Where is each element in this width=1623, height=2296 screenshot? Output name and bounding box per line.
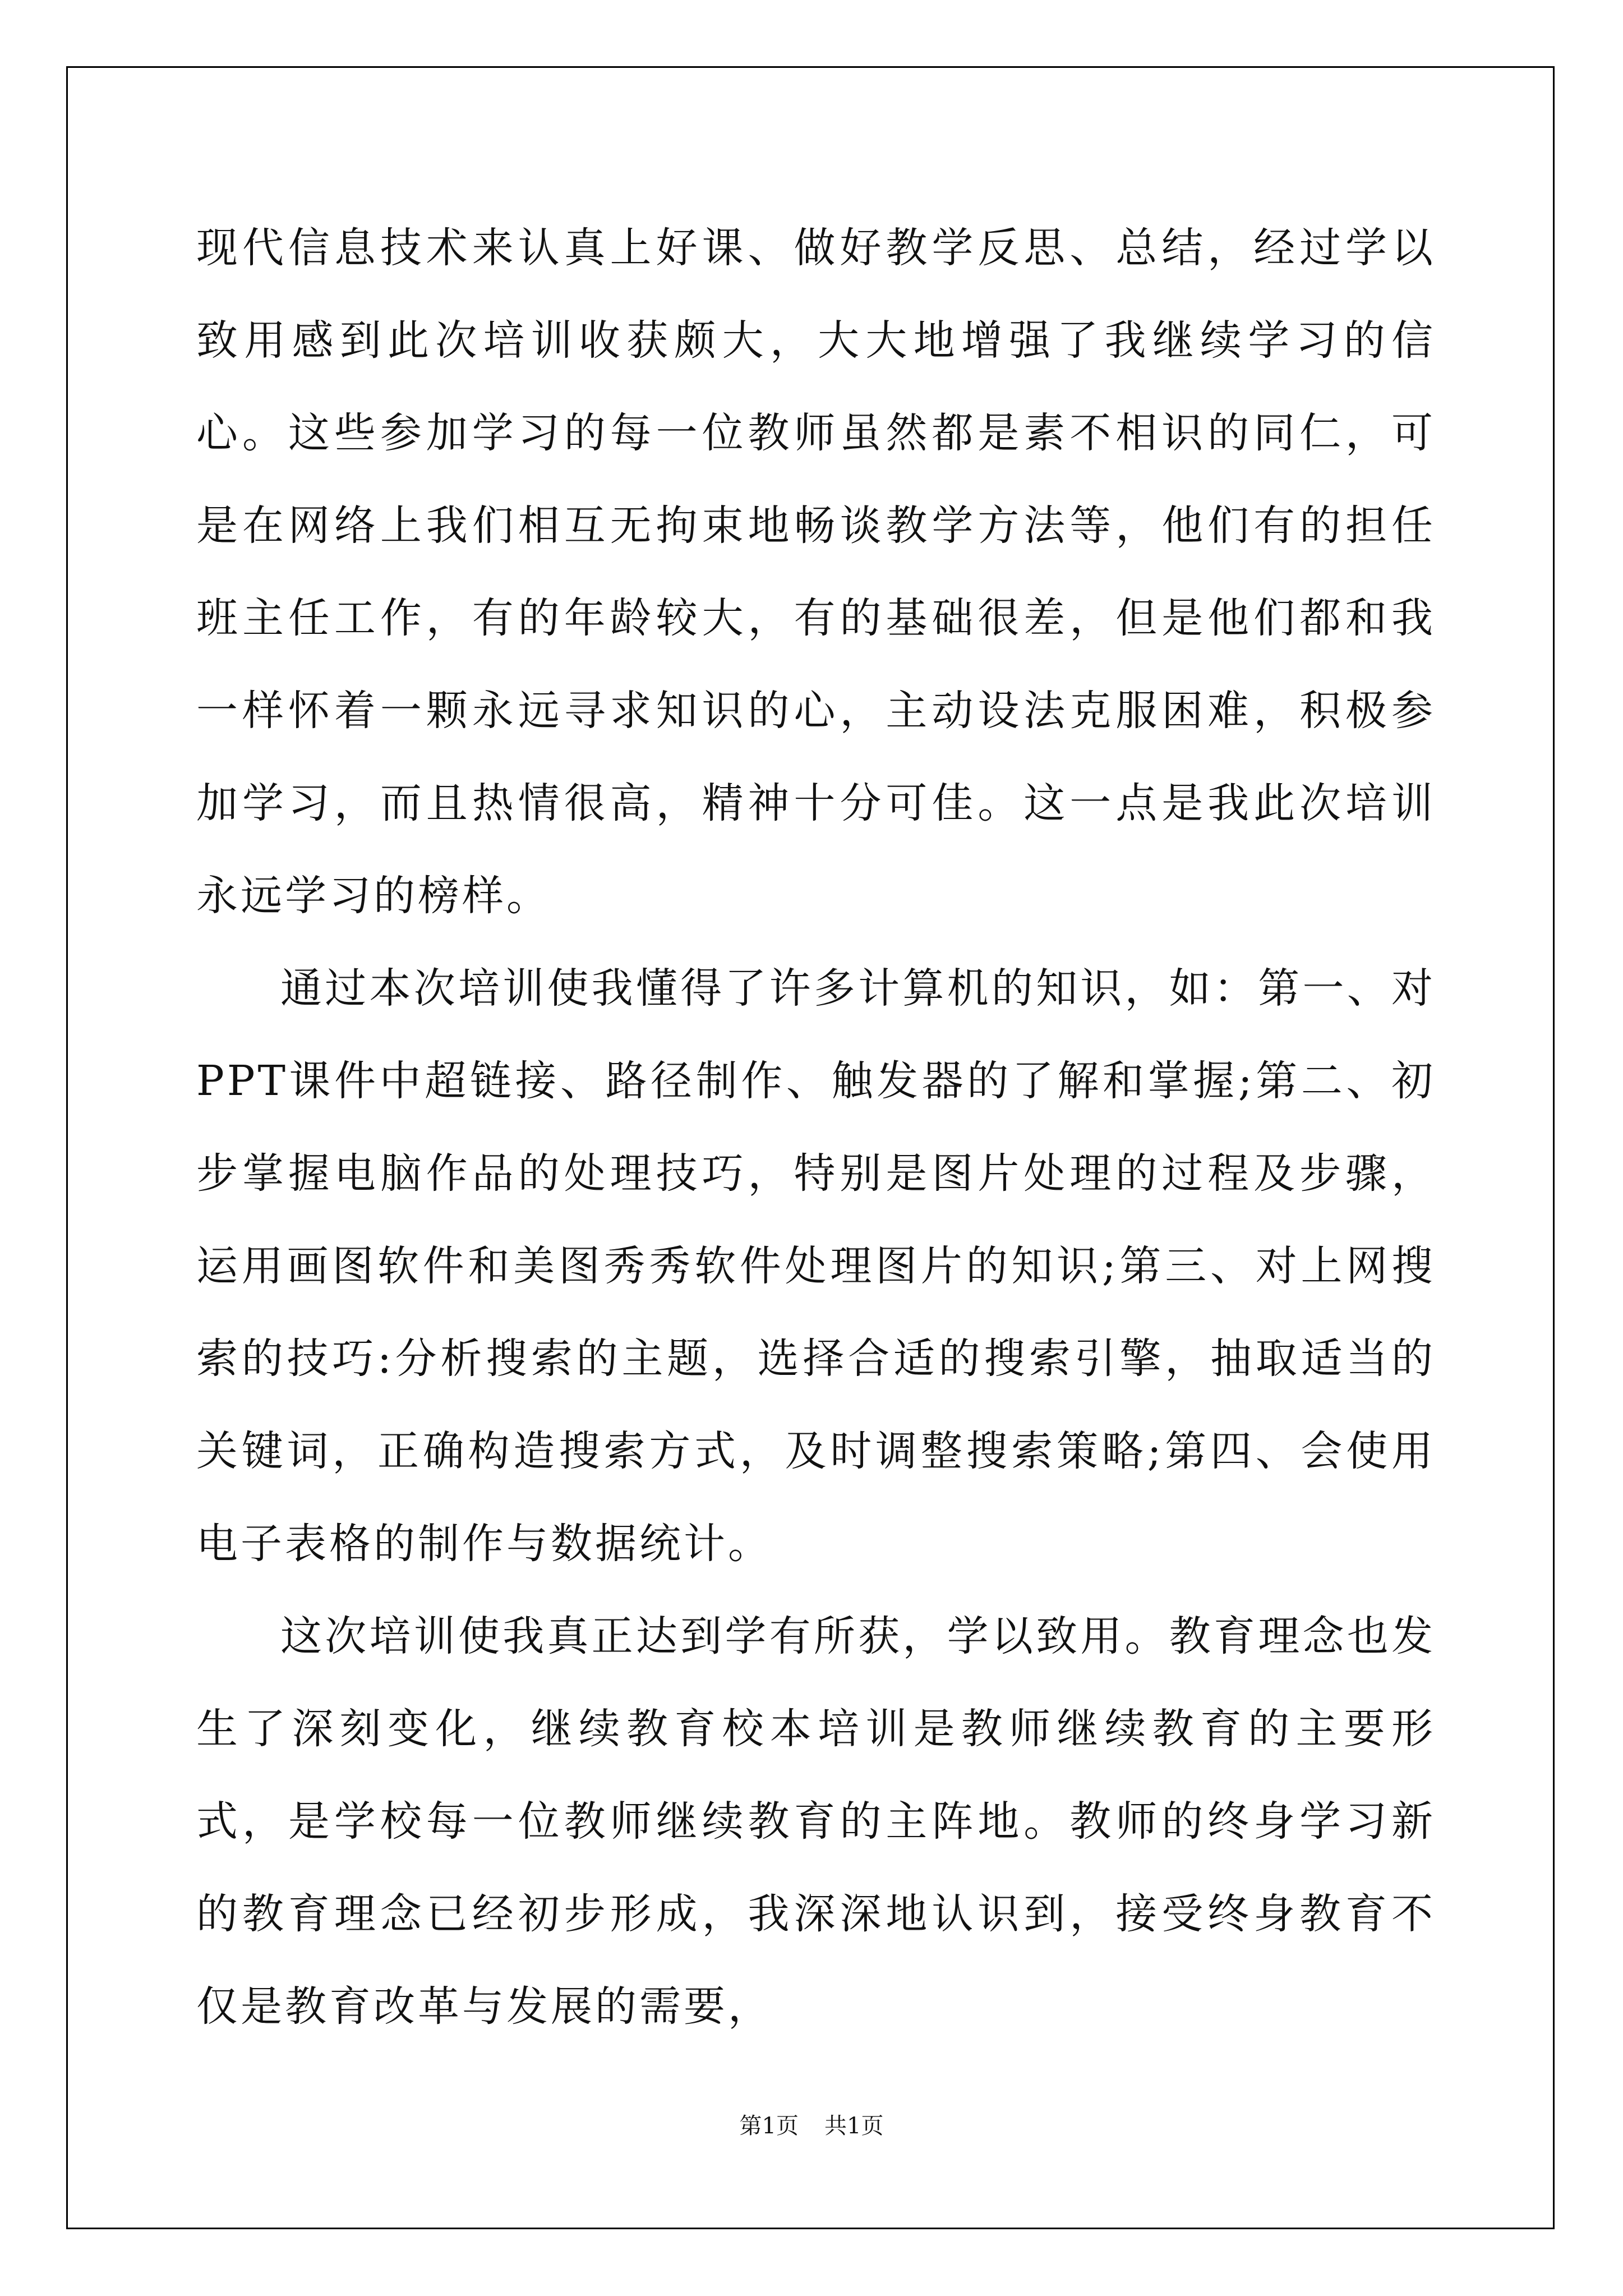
document-body (196, 202, 1436, 2053)
page-number-current: 第1页 (739, 2113, 799, 2139)
paragraph-3: 这次培训使我真正达到学有所获，学以致用。教育理念也发生了深刻变化，继续教育校本培训是教师继续教育的主要形式，是学校每一位教师继续教育的主阵地。教师的终身学习新的教育理念已经初步形成，我深深地认识到，接受终身教育不仅是教育改革与发展的需要， (196, 1612, 1436, 2031)
page-footer (0, 2112, 1623, 2140)
paragraph-1: 现代信息技术来认真上好课、做好教学反思、总结，经过学以致用感到此次培训收获颇大，大大地增强了我继续学习的信心。这些参加学习的每一位教师虽然都是素不相识的同仁，可是在网络上我们相互无拘束地畅谈教学方法等，他们有的担任班主任工作，有的年龄较大，有的基础很差，但是他们都和我一样怀着一颗永远寻求知识的心，主动设法克服困难，积极参加学习，而且热情很高，精神十分可佳。这一点是我此次培训永远学习的榜样。 (196, 224, 1436, 920)
paragraph-2: 通过本次培训使我懂得了许多计算机的知识，如：第一、对PPT课件中超链接、路径制作、触发器的了解和掌握;第二、初步掌握电脑作品的处理技巧，特别是图片处理的过程及步骤，运用画图软件和美图秀秀软件处理图片的知识;第三、对上网搜索的技巧:分析搜索的主题，选择合适的搜索引擎，抽取适当的关键词，正确构造搜索方式，及时调整搜索策略;第四、会使用电子表格的制作与数据统计。 (196, 964, 1436, 1568)
page-number-total: 共1页 (824, 2113, 884, 2139)
